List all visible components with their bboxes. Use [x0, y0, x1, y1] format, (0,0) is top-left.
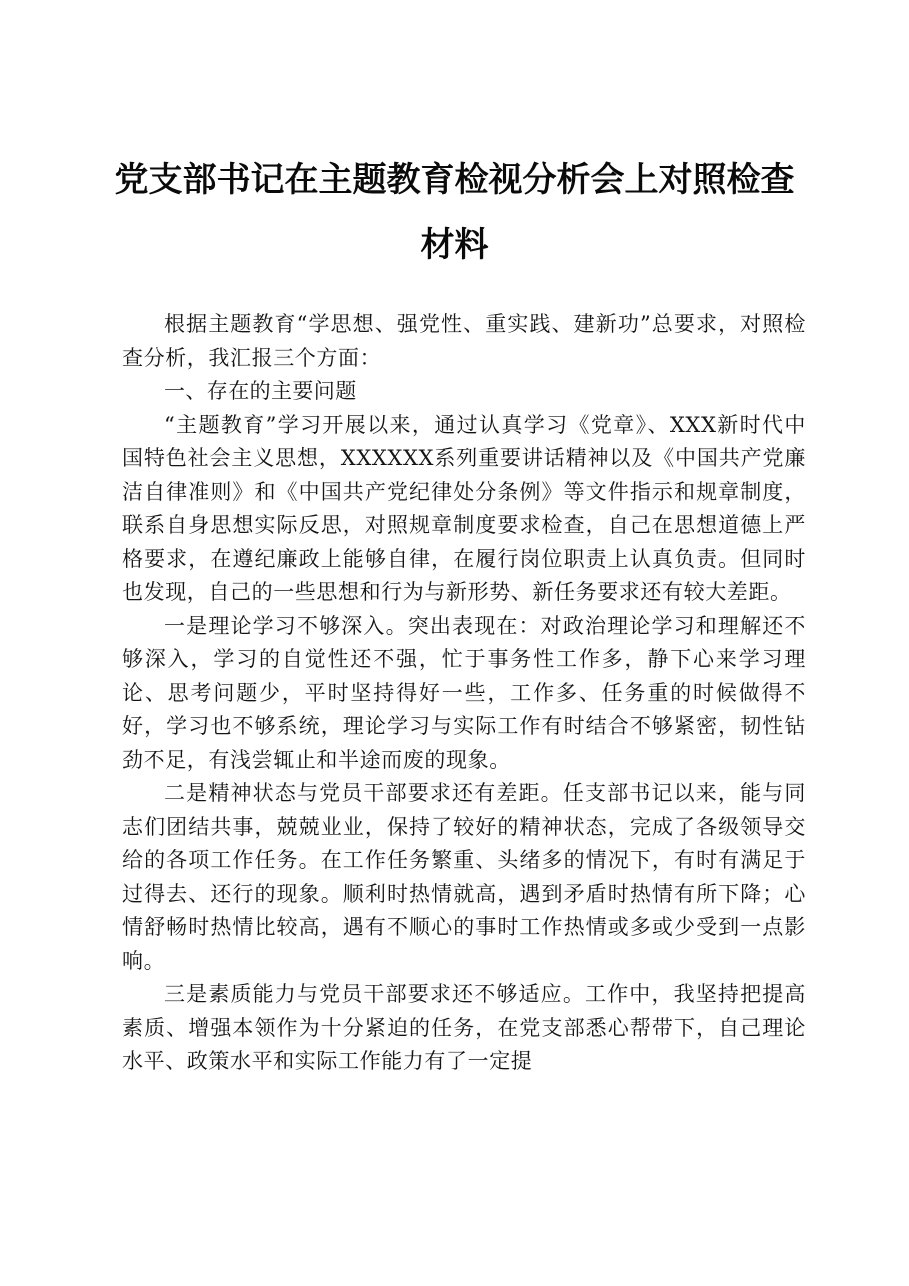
body-paragraph: 二是精神状态与党员干部要求还有差距。任支部书记以来，能与同志们团结共事，兢兢业业，保持了较好的精神状态，完成了各级领导交给的各项工作任务。在工作任务繁重、头绪多的情况下，有时有满足于过得去、还行的现象。顺利时热情就高，遇到矛盾时热情有所下降；心情舒畅时热情比较高，遇有不顺心的事时工作热情或多或少受到一点影响。	[122, 781, 806, 973]
body-paragraph: 三是素质能力与党员干部要求还不够适应。工作中，我坚持把提高素质、增强本领作为十分紧迫的任务，在党支部悉心帮带下，自己理论水平、政策水平和实际工作能力有了一定提	[122, 982, 806, 1073]
section-heading: 一、存在的主要问题	[164, 379, 357, 403]
document-title-line-1: 党支部书记在主题教育检视分析会上对照检查	[114, 160, 795, 200]
intro-paragraph: 根据主题教育“学思想、强党性、重实践、建新功”总要求，对照检查分析，我汇报三个方面：	[122, 312, 806, 370]
body-paragraph: 一是理论学习不够深入。突出表现在：对政治理论学习和理解还不够深入，学习的自觉性还不强，忙于事务性工作多，静下心来学习理论、思考问题少，平时坚持得好一些，工作多、任务重的时候做得不好，学习也不够系统，理论学习与实际工作有时结合不够紧密，韧性钻劲不足，有浅尝辄止和半途而废的现象。	[122, 613, 806, 772]
document-body	[122, 308, 806, 1079]
document-title-line-2: 材料	[420, 225, 489, 265]
body-paragraph: “主题教育”学习开展以来，通过认真学习《党章》、XXX新时代中国特色社会主义思想，XXXXXX系列重要讲话精神以及《中国共产党廉洁自律准则》和《中国共产党纪律处分条例》等文件指示和规章制度，联系自身思想实际反思，对照规章制度要求检查，自己在思想道德上严格要求，在遵纪廉政上能够自律，在履行岗位职责上认真负责。但同时也发现，自己的一些思想和行为与新形势、新任务要求还有较大差距。	[122, 412, 806, 604]
